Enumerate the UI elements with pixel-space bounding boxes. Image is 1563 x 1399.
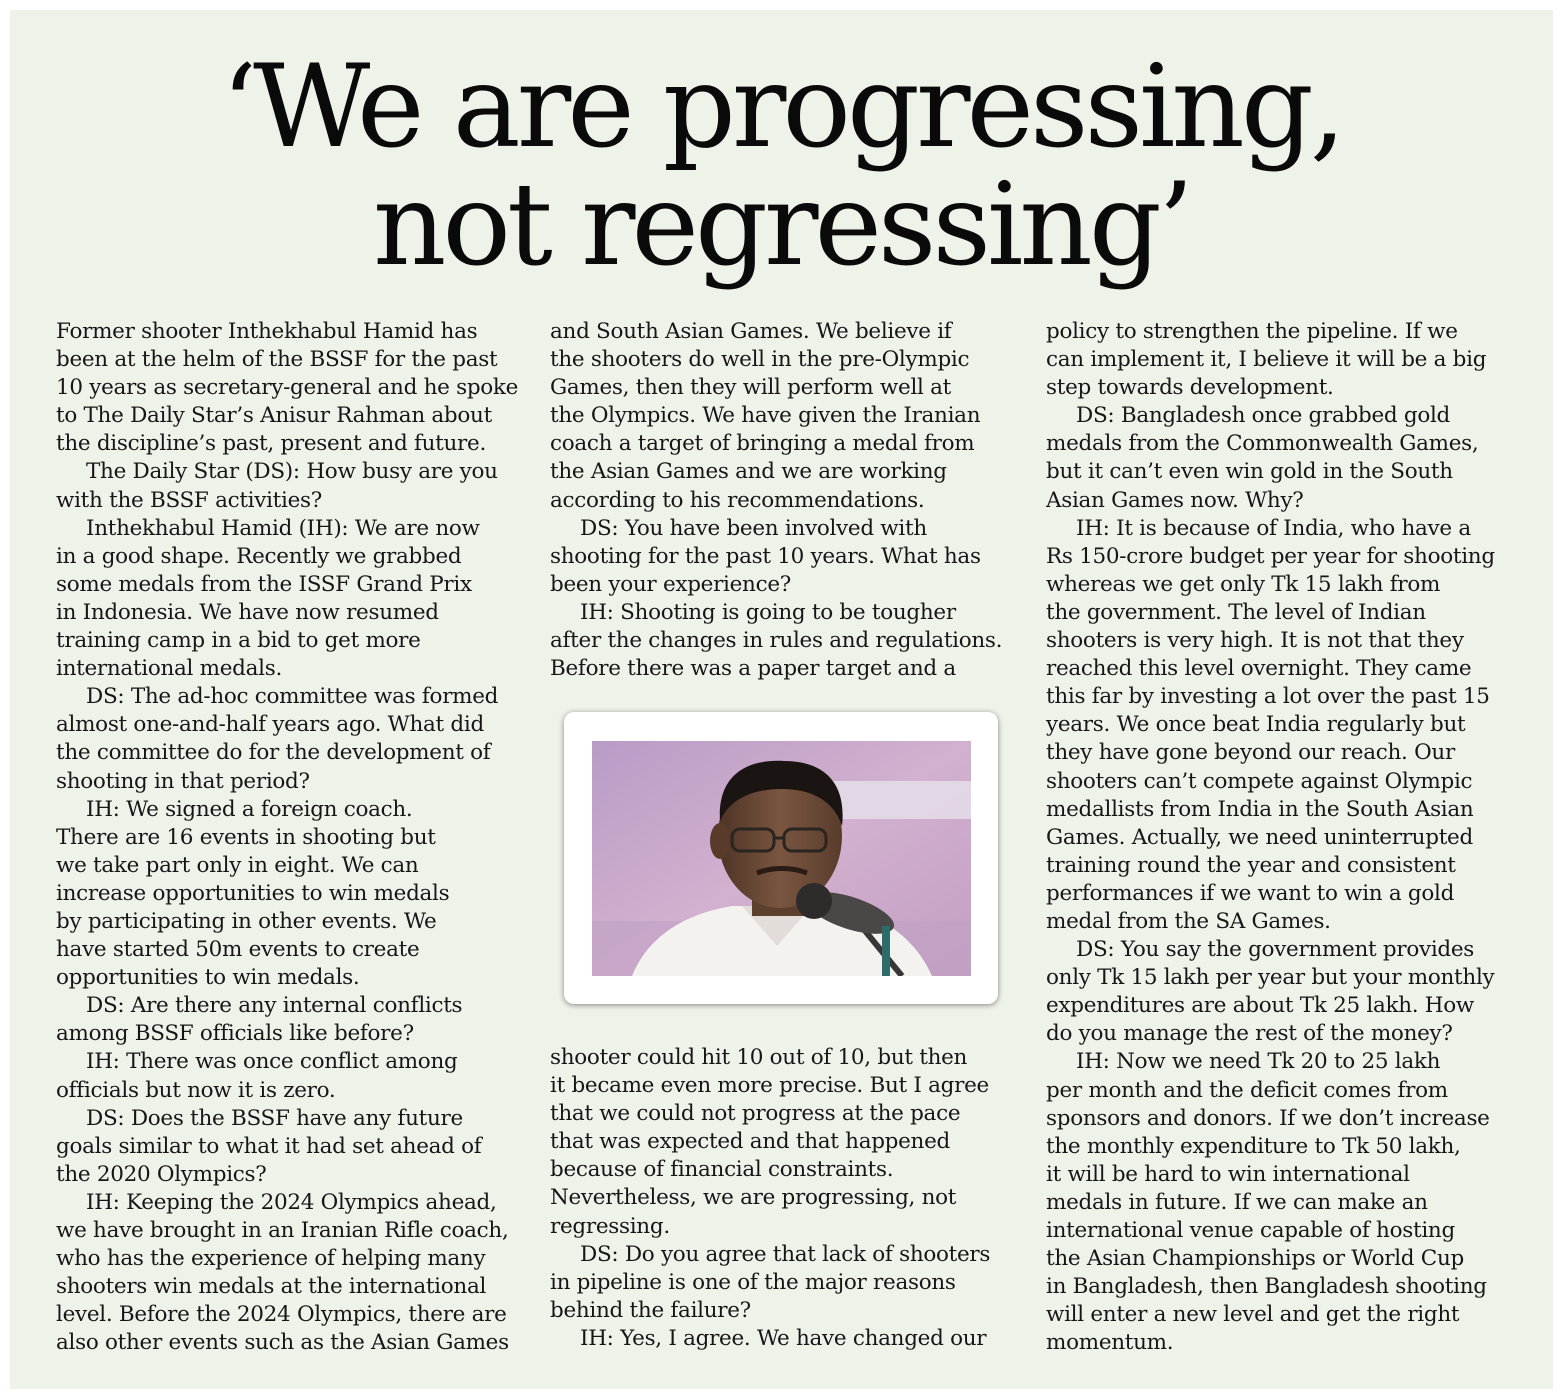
article-text-line: international medals.: [56, 656, 283, 682]
article-text-line: the government. The level of Indian: [1046, 599, 1426, 625]
article-text-line: per month and the deficit comes from: [1046, 1077, 1448, 1103]
article-text-line: shooters win medals at the international: [56, 1274, 487, 1300]
article-text-line: the committee do for the development of: [56, 740, 491, 766]
article-text-line: the Olympics. We have given the Iranian: [550, 403, 981, 429]
article-text-line: that was expected and that happened: [550, 1129, 950, 1155]
article-text-line: Before there was a paper target and a: [550, 656, 956, 682]
article-text-line: Nevertheless, we are progressing, not: [550, 1185, 957, 1211]
article-text-line: DS: Are there any internal conflicts: [86, 993, 463, 1019]
article-text-line: Former shooter Inthekhabul Hamid has: [56, 319, 478, 344]
article-text-line: have started 50m events to create: [56, 937, 420, 963]
article-column-1: [56, 318, 526, 1357]
article-text-line: regressing.: [550, 1213, 670, 1239]
article-text-line: that we could not progress at the pace: [550, 1101, 961, 1127]
article-text-line: will enter a new level and get the right: [1046, 1302, 1460, 1328]
article-text-line: also other events such as the Asian Games: [56, 1330, 509, 1356]
article-text-line: do you manage the rest of the money?: [1046, 1021, 1453, 1047]
article-text-line: they have gone beyond our reach. Our: [1046, 740, 1455, 766]
article-text-line: Inthekhabul Hamid (IH): We are now: [86, 515, 480, 541]
article-text-line: expenditures are about Tk 25 lakh. How: [1046, 993, 1475, 1019]
article-text-line: DS: The ad-hoc committee was formed: [86, 684, 499, 710]
article-text-line: Rs 150-crore budget per year for shooting: [1046, 543, 1495, 569]
article-text-line: reached this level overnight. They came: [1046, 656, 1472, 682]
article-text-line: Games. Actually, we need uninterrupted: [1046, 824, 1473, 850]
article-text-line: DS: You say the government provides: [1076, 937, 1475, 963]
article-text-line: shooter could hit 10 out of 10, but then: [550, 1045, 968, 1070]
article-text-line: according to his recommendations.: [550, 487, 925, 513]
article-column-2-bottom: [550, 1044, 1020, 1353]
article-text-line: 10 years as secretary-general and he spoke: [56, 375, 519, 401]
article-text-line: DS: You have been involved with: [580, 515, 927, 541]
article-text-line: only Tk 15 lakh per year but your monthly: [1046, 965, 1495, 991]
article-text-line: and South Asian Games. We believe if: [550, 319, 952, 344]
article-text-line: level. Before the 2024 Olympics, there are: [56, 1302, 507, 1328]
article-text-line: IH: Keeping the 2024 Olympics ahead,: [86, 1189, 497, 1215]
article-text-line: years. We once beat India regularly but: [1046, 712, 1466, 738]
article-text-line: whereas we get only Tk 15 lakh from: [1046, 571, 1441, 597]
article-text-line: IH: We signed a foreign coach.: [86, 796, 413, 822]
article-text-line: officials but now it is zero.: [56, 1077, 336, 1103]
article-text-line: step towards development.: [1046, 375, 1334, 401]
article-text-line: IH: There was once conflict among: [86, 1049, 458, 1075]
article-text-line: goals similar to what it had set ahead of: [56, 1133, 482, 1159]
article-text-line: by participating in other events. We: [56, 908, 437, 934]
article-text-line: the discipline’s past, present and future.: [56, 431, 486, 457]
article-text-line: the Asian Championships or World Cup: [1046, 1246, 1464, 1272]
article-text-line: the 2020 Olympics?: [56, 1161, 267, 1187]
article-text-line: we take part only in eight. We can: [56, 852, 419, 878]
article-text-line: medal from the SA Games.: [1046, 908, 1331, 934]
article-text-line: because of financial constraints.: [550, 1157, 894, 1183]
article-text-line: but it can’t even win gold in the South: [1046, 459, 1453, 485]
article-column-3: [1046, 318, 1516, 1357]
article-text-line: medals in future. If we can make an: [1046, 1189, 1428, 1215]
article-text-line: medallists from India in the South Asian: [1046, 796, 1474, 822]
article-text-line: momentum.: [1046, 1330, 1174, 1356]
article-column-2-top: [550, 318, 1020, 683]
article-text-line: behind the failure?: [550, 1297, 751, 1323]
article-text-line: Asian Games now. Why?: [1046, 487, 1304, 513]
article-text-line: policy to strengthen the pipeline. If we: [1046, 319, 1458, 344]
article-text-line: Games, then they will perform well at: [550, 375, 951, 401]
article-text-line: can implement it, I believe it will be a big: [1046, 347, 1487, 373]
article-text-line: with the BSSF activities?: [56, 487, 322, 513]
newspaper-page: [10, 10, 1553, 1389]
headline-line-1: ‘We are progressing,: [220, 40, 1343, 173]
article-text-line: almost one-and-half years ago. What did: [56, 712, 484, 738]
article-text-line: training round the year and consistent: [1046, 852, 1456, 878]
article-text-line: IH: It is because of India, who have a: [1076, 515, 1471, 541]
article-text-line: IH: Shooting is going to be tougher: [580, 599, 956, 625]
headline-line-2: not regressing’: [372, 158, 1191, 291]
article-text-line: been at the helm of the BSSF for the past: [56, 347, 498, 373]
article-text-line: opportunities to win medals.: [56, 965, 360, 991]
headline: [10, 40, 1553, 291]
article-text-line: training camp in a bid to get more: [56, 628, 421, 654]
article-text-line: who has the experience of helping many: [56, 1246, 486, 1272]
article-text-line: the monthly expenditure to Tk 50 lakh,: [1046, 1133, 1461, 1159]
article-text-line: in pipeline is one of the major reasons: [550, 1269, 956, 1295]
article-text-line: shooting for the past 10 years. What has: [550, 543, 981, 569]
article-text-line: IH: Now we need Tk 20 to 25 lakh: [1076, 1049, 1441, 1075]
photo-frame: [564, 712, 998, 1004]
article-text-line: The Daily Star (DS): How busy are you: [86, 459, 498, 485]
article-text-line: sponsors and donors. If we don’t increase: [1046, 1105, 1490, 1131]
article-text-line: performances if we want to win a gold: [1046, 880, 1455, 906]
article-text-line: among BSSF officials like before?: [56, 1021, 414, 1047]
article-text-line: DS: Bangladesh once grabbed gold: [1076, 403, 1451, 429]
article-text-line: shooting in that period?: [56, 768, 310, 794]
article-text-line: this far by investing a lot over the past 15: [1046, 684, 1490, 710]
article-text-line: increase opportunities to win medals: [56, 880, 450, 906]
article-text-line: after the changes in rules and regulations.: [550, 628, 1003, 654]
article-text-line: shooters is very high. It is not that they: [1046, 628, 1464, 654]
speaker-at-microphone-image: [592, 741, 971, 976]
article-text-line: in Indonesia. We have now resumed: [56, 599, 439, 625]
article-text-line: we have brought in an Iranian Rifle coach,: [56, 1218, 509, 1243]
article-text-line: coach a target of bringing a medal from: [550, 431, 975, 457]
article-text-line: the Asian Games and we are working: [550, 459, 947, 485]
article-text-line: to The Daily Star’s Anisur Rahman about: [56, 403, 492, 429]
article-text-line: the shooters do well in the pre-Olympic: [550, 347, 970, 373]
portrait-photo: [592, 741, 971, 976]
article-text-line: some medals from the ISSF Grand Prix: [56, 571, 472, 597]
article-text-line: international venue capable of hosting: [1046, 1218, 1455, 1243]
article-text-line: been your experience?: [550, 571, 791, 597]
article-text-line: it became even more precise. But I agree: [550, 1073, 989, 1099]
article-text-line: IH: Yes, I agree. We have changed our: [580, 1325, 987, 1351]
article-text-line: DS: Does the BSSF have any future: [86, 1105, 463, 1131]
article-text-line: it will be hard to win international: [1046, 1161, 1410, 1187]
article-text-line: DS: Do you agree that lack of shooters: [580, 1241, 991, 1267]
article-text-line: medals from the Commonwealth Games,: [1046, 431, 1479, 457]
article-text-line: in Bangladesh, then Bangladesh shooting: [1046, 1274, 1487, 1300]
article-text-line: shooters can’t compete against Olympic: [1046, 768, 1473, 794]
article-text-line: in a good shape. Recently we grabbed: [56, 543, 462, 569]
article-text-line: There are 16 events in shooting but: [56, 824, 436, 850]
